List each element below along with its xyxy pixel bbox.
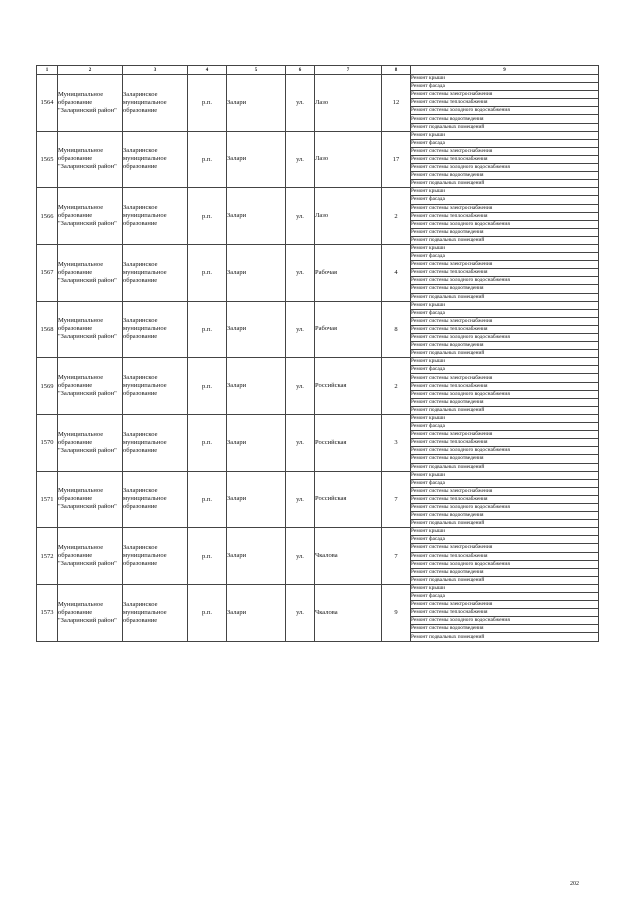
record-number: 1571 [37,471,58,528]
work-item: Ремонт системы водоотведения [411,398,599,406]
settlement-cell: Заларинское муниципальное образование [123,358,188,415]
street-type-cell: ул. [286,75,315,132]
work-item: Ремонт подвальных помещений [411,236,599,244]
municipality-cell: Муниципальное образование "Заларинский район" [58,244,123,301]
municipality-cell: Муниципальное образование "Заларинский район" [58,358,123,415]
street-cell: Чкалова [315,528,382,585]
work-item: Ремонт системы теплоснабжения [411,495,599,503]
locality-cell: Залари [227,414,286,471]
work-item: Ремонт системы электроснабжения [411,147,599,155]
municipality-cell: Муниципальное образование "Заларинский район" [58,301,123,358]
work-item: Ремонт системы теплоснабжения [411,609,599,617]
settlement-cell: Заларинское муниципальное образование [123,414,188,471]
street-type-cell: ул. [286,528,315,585]
work-item: Ремонт системы водоотведения [411,285,599,293]
street-type-cell: ул. [286,131,315,188]
locality-type-cell: р.п. [188,244,227,301]
header-row [37,66,599,75]
work-item: Ремонт системы холодного водоснабжения [411,334,599,342]
house-number-cell: 2 [382,358,411,415]
work-item: Ремонт подвальных помещений [411,520,599,528]
locality-cell: Залари [227,528,286,585]
work-item: Ремонт системы электроснабжения [411,204,599,212]
column-header: 9 [411,66,599,75]
work-item: Ремонт крыши [411,131,599,139]
settlement-cell: Заларинское муниципальное образование [123,528,188,585]
house-number-cell: 8 [382,301,411,358]
work-item: Ремонт подвальных помещений [411,123,599,131]
street-cell: Российская [315,358,382,415]
locality-type-cell: р.п. [188,188,227,245]
street-cell: Лазо [315,75,382,132]
work-item: Ремонт фасада [411,83,599,91]
work-item: Ремонт системы водоотведения [411,568,599,576]
municipality-cell: Муниципальное образование "Заларинский район" [58,528,123,585]
work-item: Ремонт системы холодного водоснабжения [411,107,599,115]
column-header: 2 [58,66,123,75]
work-item: Ремонт системы холодного водоснабжения [411,390,599,398]
work-item: Ремонт подвальных помещений [411,576,599,584]
street-cell: Лазо [315,188,382,245]
locality-cell: Залари [227,584,286,641]
record-number: 1565 [37,131,58,188]
work-item: Ремонт системы теплоснабжения [411,439,599,447]
municipality-cell: Муниципальное образование "Заларинский район" [58,75,123,132]
street-type-cell: ул. [286,188,315,245]
work-item: Ремонт системы холодного водоснабжения [411,617,599,625]
municipality-cell: Муниципальное образование "Заларинский район" [58,414,123,471]
locality-cell: Залари [227,75,286,132]
work-item: Ремонт подвальных помещений [411,180,599,188]
record-number: 1569 [37,358,58,415]
work-item: Ремонт системы электроснабжения [411,317,599,325]
work-item: Ремонт системы теплоснабжения [411,269,599,277]
house-number-cell: 9 [382,584,411,641]
work-item: Ремонт фасада [411,309,599,317]
column-header: 5 [227,66,286,75]
column-header: 4 [188,66,227,75]
column-header: 1 [37,66,58,75]
work-item: Ремонт системы холодного водоснабжения [411,560,599,568]
work-item: Ремонт системы электроснабжения [411,261,599,269]
settlement-cell: Заларинское муниципальное образование [123,131,188,188]
work-item: Ремонт фасада [411,479,599,487]
record-number: 1567 [37,244,58,301]
work-item: Ремонт системы водоотведения [411,228,599,236]
work-item: Ремонт системы водоотведения [411,455,599,463]
street-cell: Рабочая [315,244,382,301]
column-header: 7 [315,66,382,75]
work-item: Ремонт фасада [411,139,599,147]
table-row [37,301,599,309]
work-item: Ремонт крыши [411,244,599,252]
settlement-cell: Заларинское муниципальное образование [123,301,188,358]
work-item: Ремонт фасада [411,253,599,261]
work-item: Ремонт крыши [411,301,599,309]
work-item: Ремонт системы теплоснабжения [411,155,599,163]
work-item: Ремонт крыши [411,414,599,422]
work-item: Ремонт фасада [411,423,599,431]
locality-cell: Залари [227,244,286,301]
street-type-cell: ул. [286,358,315,415]
house-number-cell: 3 [382,414,411,471]
municipality-cell: Муниципальное образование "Заларинский район" [58,131,123,188]
locality-type-cell: р.п. [188,584,227,641]
work-item: Ремонт системы теплоснабжения [411,212,599,220]
work-item: Ремонт подвальных помещений [411,293,599,301]
work-item: Ремонт системы водоотведения [411,512,599,520]
street-cell: Российская [315,414,382,471]
record-number: 1570 [37,414,58,471]
settlement-cell: Заларинское муниципальное образование [123,471,188,528]
locality-type-cell: р.п. [188,75,227,132]
table-row [37,584,599,592]
table-row [37,414,599,422]
locality-cell: Залари [227,301,286,358]
municipality-cell: Муниципальное образование "Заларинский район" [58,188,123,245]
record-number: 1566 [37,188,58,245]
work-item: Ремонт фасада [411,196,599,204]
table-row [37,358,599,366]
table-row [37,528,599,536]
work-item: Ремонт подвальных помещений [411,633,599,641]
municipality-cell: Муниципальное образование "Заларинский район" [58,584,123,641]
house-number-cell: 17 [382,131,411,188]
work-item: Ремонт системы электроснабжения [411,544,599,552]
work-item: Ремонт системы холодного водоснабжения [411,277,599,285]
work-item: Ремонт крыши [411,471,599,479]
work-item: Ремонт системы водоотведения [411,172,599,180]
table-row [37,75,599,83]
work-item: Ремонт системы электроснабжения [411,431,599,439]
page-number: 202 [570,881,579,887]
street-type-cell: ул. [286,414,315,471]
locality-type-cell: р.п. [188,358,227,415]
work-item: Ремонт системы электроснабжения [411,601,599,609]
work-item: Ремонт фасада [411,366,599,374]
locality-type-cell: р.п. [188,301,227,358]
street-cell: Чкалова [315,584,382,641]
work-item: Ремонт системы холодного водоснабжения [411,503,599,511]
work-item: Ремонт системы водоотведения [411,115,599,123]
house-number-cell: 7 [382,528,411,585]
locality-type-cell: р.п. [188,414,227,471]
settlement-cell: Заларинское муниципальное образование [123,584,188,641]
table-row [37,471,599,479]
table-row [37,131,599,139]
house-number-cell: 12 [382,75,411,132]
street-cell: Лазо [315,131,382,188]
locality-type-cell: р.п. [188,528,227,585]
work-item: Ремонт крыши [411,75,599,83]
street-cell: Российская [315,471,382,528]
repair-register-table [36,65,599,642]
street-type-cell: ул. [286,471,315,528]
house-number-cell: 2 [382,188,411,245]
street-type-cell: ул. [286,584,315,641]
work-item: Ремонт системы электроснабжения [411,374,599,382]
record-number: 1573 [37,584,58,641]
locality-cell: Залари [227,358,286,415]
locality-cell: Залари [227,471,286,528]
work-item: Ремонт системы холодного водоснабжения [411,220,599,228]
column-header: 3 [123,66,188,75]
column-header: 8 [382,66,411,75]
locality-cell: Залари [227,131,286,188]
street-cell: Рабочая [315,301,382,358]
settlement-cell: Заларинское муниципальное образование [123,188,188,245]
work-item: Ремонт подвальных помещений [411,350,599,358]
municipality-cell: Муниципальное образование "Заларинский район" [58,471,123,528]
work-item: Ремонт системы электроснабжения [411,91,599,99]
work-item: Ремонт системы холодного водоснабжения [411,164,599,172]
locality-cell: Залари [227,188,286,245]
table-row [37,244,599,252]
record-number: 1568 [37,301,58,358]
table-body [37,75,599,642]
settlement-cell: Заларинское муниципальное образование [123,244,188,301]
locality-type-cell: р.п. [188,131,227,188]
street-type-cell: ул. [286,244,315,301]
work-item: Ремонт крыши [411,188,599,196]
work-item: Ремонт системы теплоснабжения [411,99,599,107]
street-type-cell: ул. [286,301,315,358]
work-item: Ремонт крыши [411,584,599,592]
work-item: Ремонт системы теплоснабжения [411,325,599,333]
work-item: Ремонт системы холодного водоснабжения [411,447,599,455]
work-item: Ремонт системы теплоснабжения [411,552,599,560]
work-item: Ремонт подвальных помещений [411,406,599,414]
work-item: Ремонт системы водоотведения [411,342,599,350]
record-number: 1564 [37,75,58,132]
work-item: Ремонт крыши [411,528,599,536]
work-item: Ремонт подвальных помещений [411,463,599,471]
work-item: Ремонт системы водоотведения [411,625,599,633]
work-item: Ремонт фасада [411,536,599,544]
column-header: 6 [286,66,315,75]
work-item: Ремонт системы теплоснабжения [411,382,599,390]
work-item: Ремонт фасада [411,593,599,601]
table-row [37,188,599,196]
work-item: Ремонт крыши [411,358,599,366]
locality-type-cell: р.п. [188,471,227,528]
work-item: Ремонт системы электроснабжения [411,487,599,495]
settlement-cell: Заларинское муниципальное образование [123,75,188,132]
record-number: 1572 [37,528,58,585]
house-number-cell: 7 [382,471,411,528]
house-number-cell: 4 [382,244,411,301]
